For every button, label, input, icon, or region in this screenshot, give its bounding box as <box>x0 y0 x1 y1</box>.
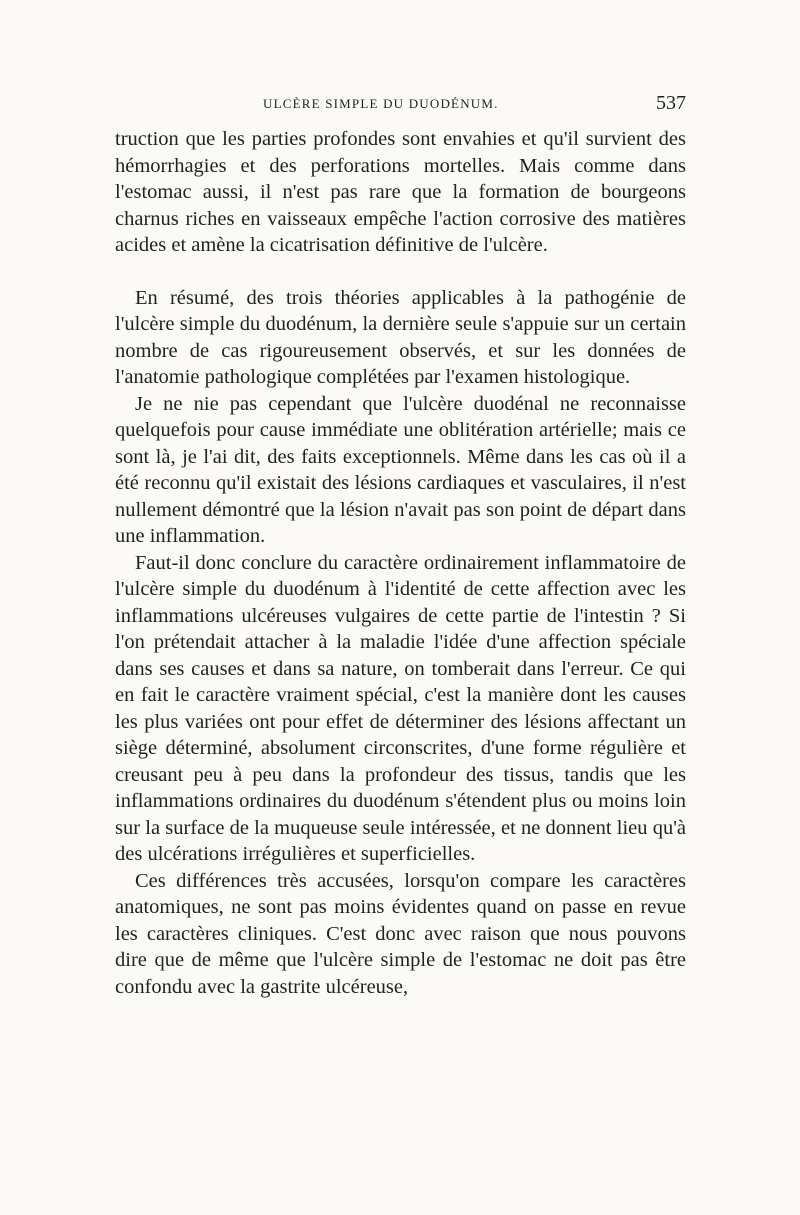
paragraph: Ces différences très accusées, lorsqu'on compare les caractères anatomiques, ne sont pas moins évidentes quand on passe en revue les caractères cliniques. C'est donc avec raison que nous pouvons dire que de même que l'ulcère simple de l'estomac ne doit pas être confondu avec la gastrite ulcéreuse, <box>115 869 686 998</box>
paragraph: En résumé, des trois théories applicables à la pathogénie de l'ulcère simple du duodénum, la dernière seule s'appuie sur un certain nombre de cas rigoureusement observés, et sur les données de l'anatomie pathologique complétées par l'examen histologique. <box>115 286 686 388</box>
body-text <box>115 126 686 1000</box>
paragraph: Je ne nie pas cependant que l'ulcère duodénal ne reconnaisse quelquefois pour cause immédiate une oblitération artérielle; mais ce sont là, je l'ai dit, des faits exceptionnels. Même dans les cas où il a été reconnu qu'il existait des lésions cardiaques et vasculaires, il n'est nullement démontré que la lésion n'avait pas son point de départ dans une inflammation. <box>115 392 686 547</box>
page-header <box>115 94 686 118</box>
paragraph: Faut-il donc conclure du caractère ordinairement inflammatoire de l'ulcère simple du duodénum à l'identité de cette affection avec les inflammations ulcéreuses vulgaires de cette partie de l'intestin ? Si l'on prétendait attacher à la maladie l'idée d'une affection spéciale dans ses causes et dans sa nature, on tomberait dans l'erreur. Ce qui en fait le caractère vraiment spécial, c'est la manière dont les causes les plus variées ont pour effet de déterminer des lésions affectant un siège déterminé, absolument circonscrites, d'une forme régulière et creusant peu à peu dans la profondeur des tissus, tandis que les inflammations ordinaires du duodénum s'étendent plus ou moins loin sur la surface de la muqueuse seule intéressée, et ne donnent lieu qu'à des ulcérations irrégulières et superficielles. <box>115 551 686 865</box>
running-title: ULCÈRE SIMPLE DU DUODÉNUM. <box>263 96 499 111</box>
paragraph: truction que les parties profondes sont envahies et qu'il survient des hémorrhagies et des perforations mortelles. Mais comme dans l'estomac aussi, il n'est pas rare que la formation de bourgeons charnus riches en vaisseaux empêche l'action corrosive des matières acides et amène la cicatrisation définitive de l'ulcère. <box>115 128 686 256</box>
page-number: 537 <box>656 92 686 114</box>
